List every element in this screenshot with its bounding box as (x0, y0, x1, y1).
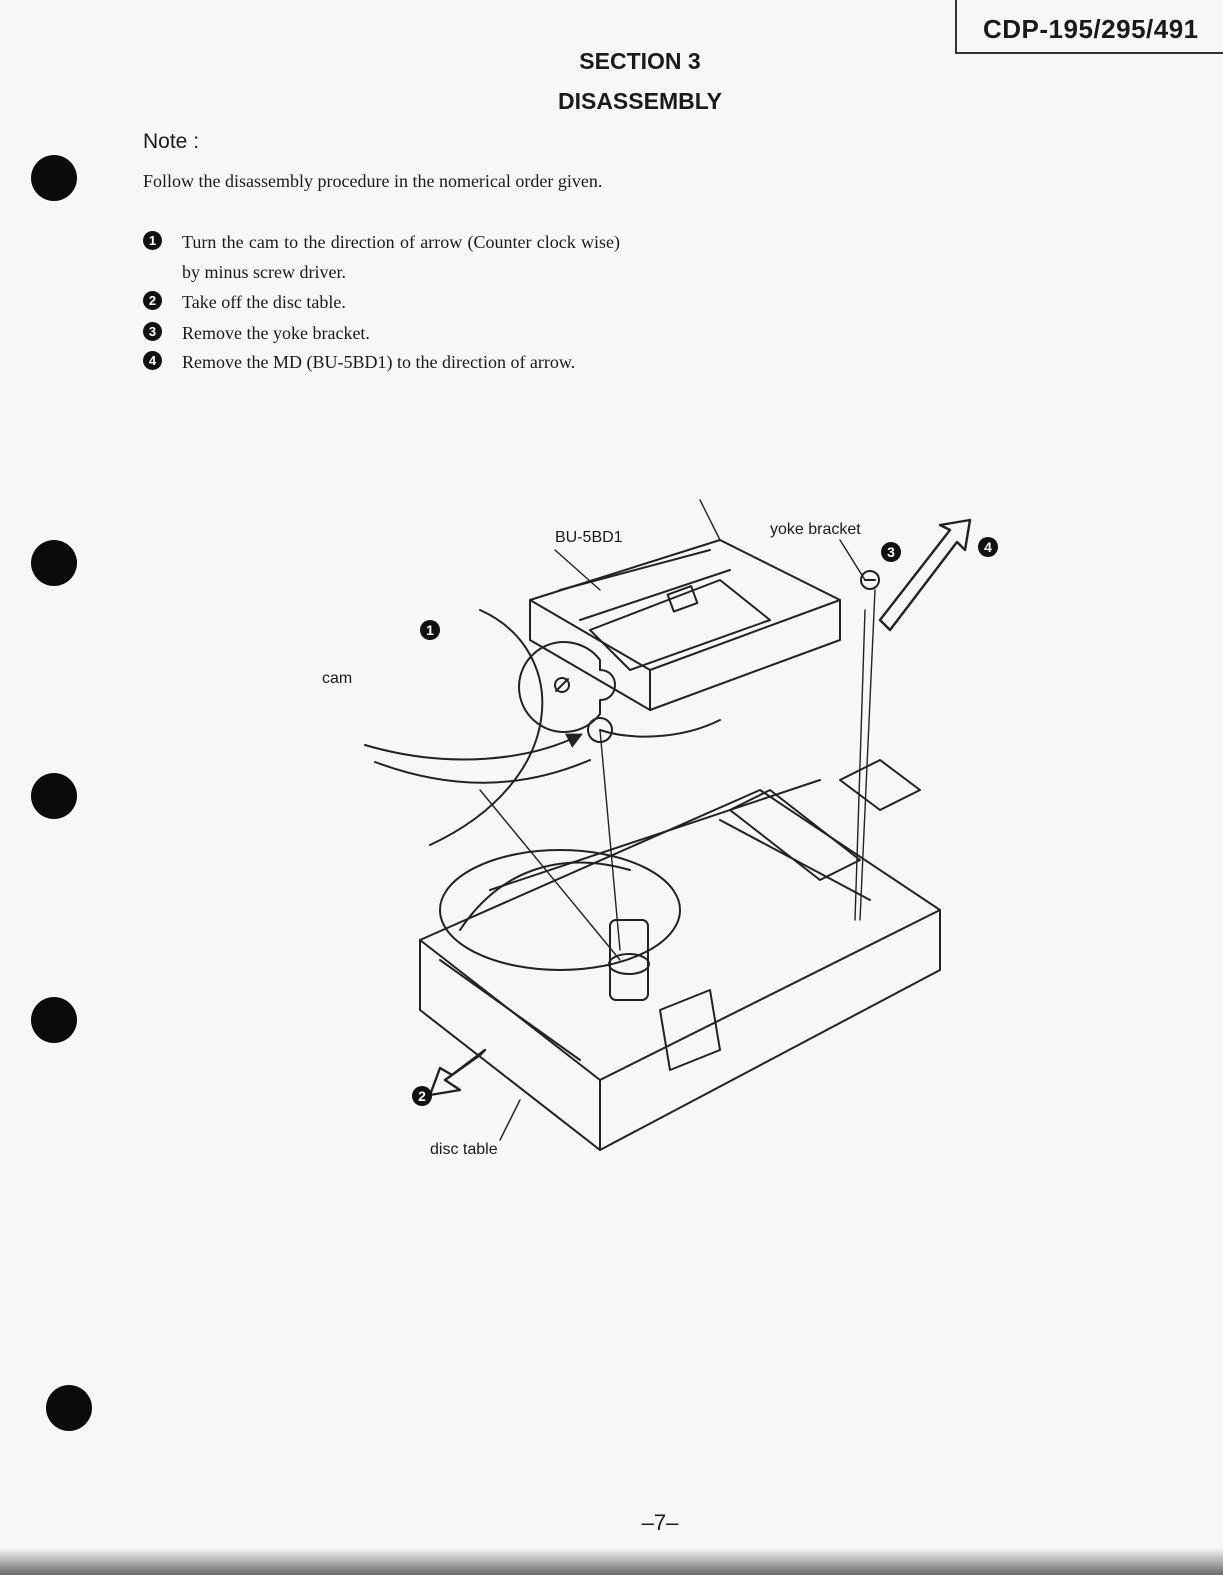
binder-hole (31, 155, 77, 201)
step-text: Remove the yoke bracket. (182, 323, 370, 343)
binder-hole (46, 1385, 92, 1431)
callout-1: 1 (426, 622, 434, 638)
arrow-2 (430, 1050, 485, 1095)
label-cam: cam (322, 670, 353, 687)
section-heading: SECTION 3 (579, 48, 701, 74)
scan-shadow (0, 1548, 1223, 1575)
binder-hole (31, 540, 77, 586)
model-number: CDP-195/295/491 (983, 14, 1199, 44)
label-yoke-bracket: yoke bracket (770, 521, 861, 538)
step-number-badge: 1 (143, 231, 162, 250)
binder-hole (31, 773, 77, 819)
label-disc-table: disc table (430, 1141, 498, 1158)
step-text: Take off the disc table. (182, 292, 346, 312)
step-number-badge: 4 (143, 351, 162, 370)
step-number-badge: 2 (143, 291, 162, 310)
optical-block-drawing (530, 540, 840, 742)
step-text: Turn the cam to the direction of arrow (Counter clock wise) by minus screw driver. (182, 232, 620, 282)
binder-hole (31, 997, 77, 1043)
label-bu-5bd1: BU-5BD1 (555, 529, 623, 546)
arrow-4 (880, 520, 970, 630)
callout-3: 3 (887, 544, 895, 560)
cam-detail-drawing (365, 610, 615, 845)
section-title: DISASSEMBLY (557, 88, 723, 114)
note-label: Note : (143, 130, 200, 153)
disassembly-diagram (300, 490, 1020, 1180)
note-intro: Follow the disassembly procedure in the nomerical order given. (143, 171, 603, 191)
chassis-drawing (420, 760, 940, 1150)
step-text: Remove the MD (BU-5BD1) to the direction of arrow. (182, 352, 576, 372)
page-number: –7– (641, 1510, 679, 1535)
screw-3 (861, 571, 879, 589)
step-number-badge: 3 (143, 322, 162, 341)
callout-2: 2 (418, 1088, 426, 1104)
callout-4: 4 (984, 539, 992, 555)
